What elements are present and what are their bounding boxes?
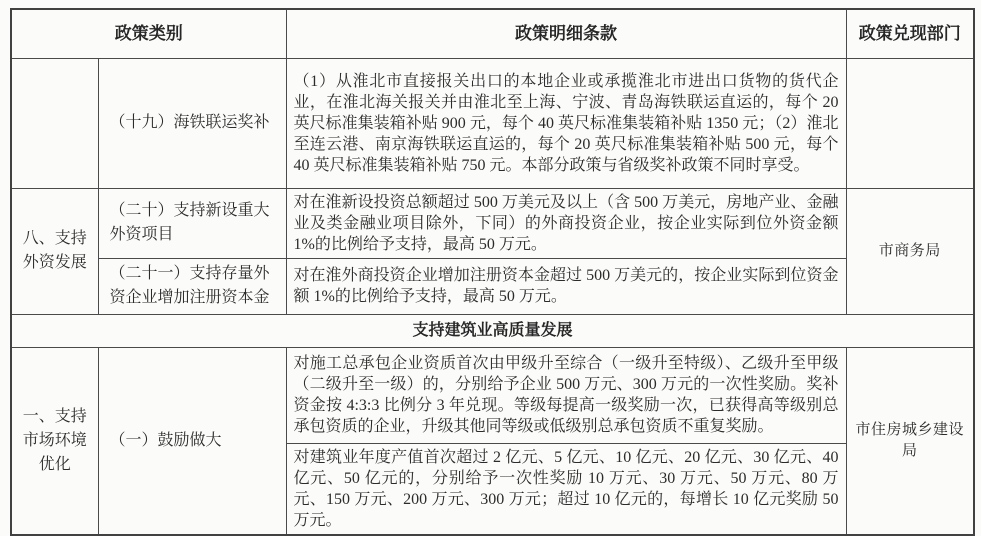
item-detail-cell-1-output: 对建筑业年度产值首次超过 2 亿元、5 亿元、10 亿元、20 亿元、30 亿元、40 亿元、50 亿元的，分别给予一次性奖励 10 万元、30 万元、50 万元、80 万元、150 万元、200 万元、300 万元；超过 10 亿元的，每增长 10 亿元奖励 50 万元。 (286, 443, 846, 535)
table-row (11, 258, 974, 314)
department-cell-empty (846, 58, 974, 188)
item-name-cell-21: （二十一）支持存量外资企业增加注册资本金 (98, 258, 286, 314)
category-cell-empty (11, 58, 98, 188)
item-detail-cell-21: 对在淮外商投资企业增加注册资本金超过 500 万美元的，按企业实际到位资金额 1%的比例给予支持，最高 50 万元。 (286, 258, 846, 314)
item-detail-cell-1-upgrade: 对施工总承包企业资质首次由甲级升至综合（一级升至特级）、乙级升至甲级（二级升至一级）的，分别给予企业 500 万元、300 万元的一次性奖励。奖补资金按 4:3:3 比例分 3 年兑现。等级每提高一级奖励一次，已获得高等级别总承包资质的企业，升级其他同等级或低级别总承包资质不重复奖励。 (286, 347, 846, 443)
header-detail-cell: 政策明细条款 (286, 9, 846, 58)
table-row (11, 188, 974, 258)
table-row (11, 347, 974, 443)
section-band-title: 支持建筑业高质量发展 (11, 314, 974, 347)
category-cell-market-environment: 一、支持市场环境优化 (11, 347, 98, 535)
item-detail-cell-19: （1）从淮北市直接报关出口的本地企业或承揽淮北市进出口货物的货代企业，在淮北海关报关并由淮北至上海、宁波、青岛海铁联运直运的，每个 20 英尺标准集装箱补贴 900 元，每个 40 英尺标准集装箱补贴 1350 元；（2）淮北至连云港、南京海铁联运直运的，每个 20 英尺标准集装箱补贴 500 元，每个 40 英尺标准集装箱补贴 750 元。本部分政策与省级奖补政策不同时享受。 (286, 58, 846, 188)
item-name-cell-19: （十九）海铁联运奖补 (98, 58, 286, 188)
item-name-cell-20: （二十）支持新设重大外资项目 (98, 188, 286, 258)
table-header-row (11, 9, 974, 58)
item-detail-cell-20: 对在淮新设投资总额超过 500 万美元及以上（含 500 万美元，房地产业、金融业及类金融业项目除外，下同）的外商投资企业，按企业实际到位外资金额 1%的比例给予支持，最高 50 万元。 (286, 188, 846, 258)
header-category-cell: 政策类别 (11, 9, 286, 58)
department-cell-housing-construction-bureau: 市住房城乡建设局 (846, 347, 974, 535)
section-band-row (11, 314, 974, 347)
table-row (11, 58, 974, 188)
category-cell-foreign-investment: 八、支持外资发展 (11, 188, 98, 314)
policy-table (10, 8, 975, 536)
header-department-cell: 政策兑现部门 (846, 9, 974, 58)
item-name-cell-1: （一）鼓励做大 (98, 347, 286, 535)
department-cell-commerce-bureau: 市商务局 (846, 188, 974, 314)
